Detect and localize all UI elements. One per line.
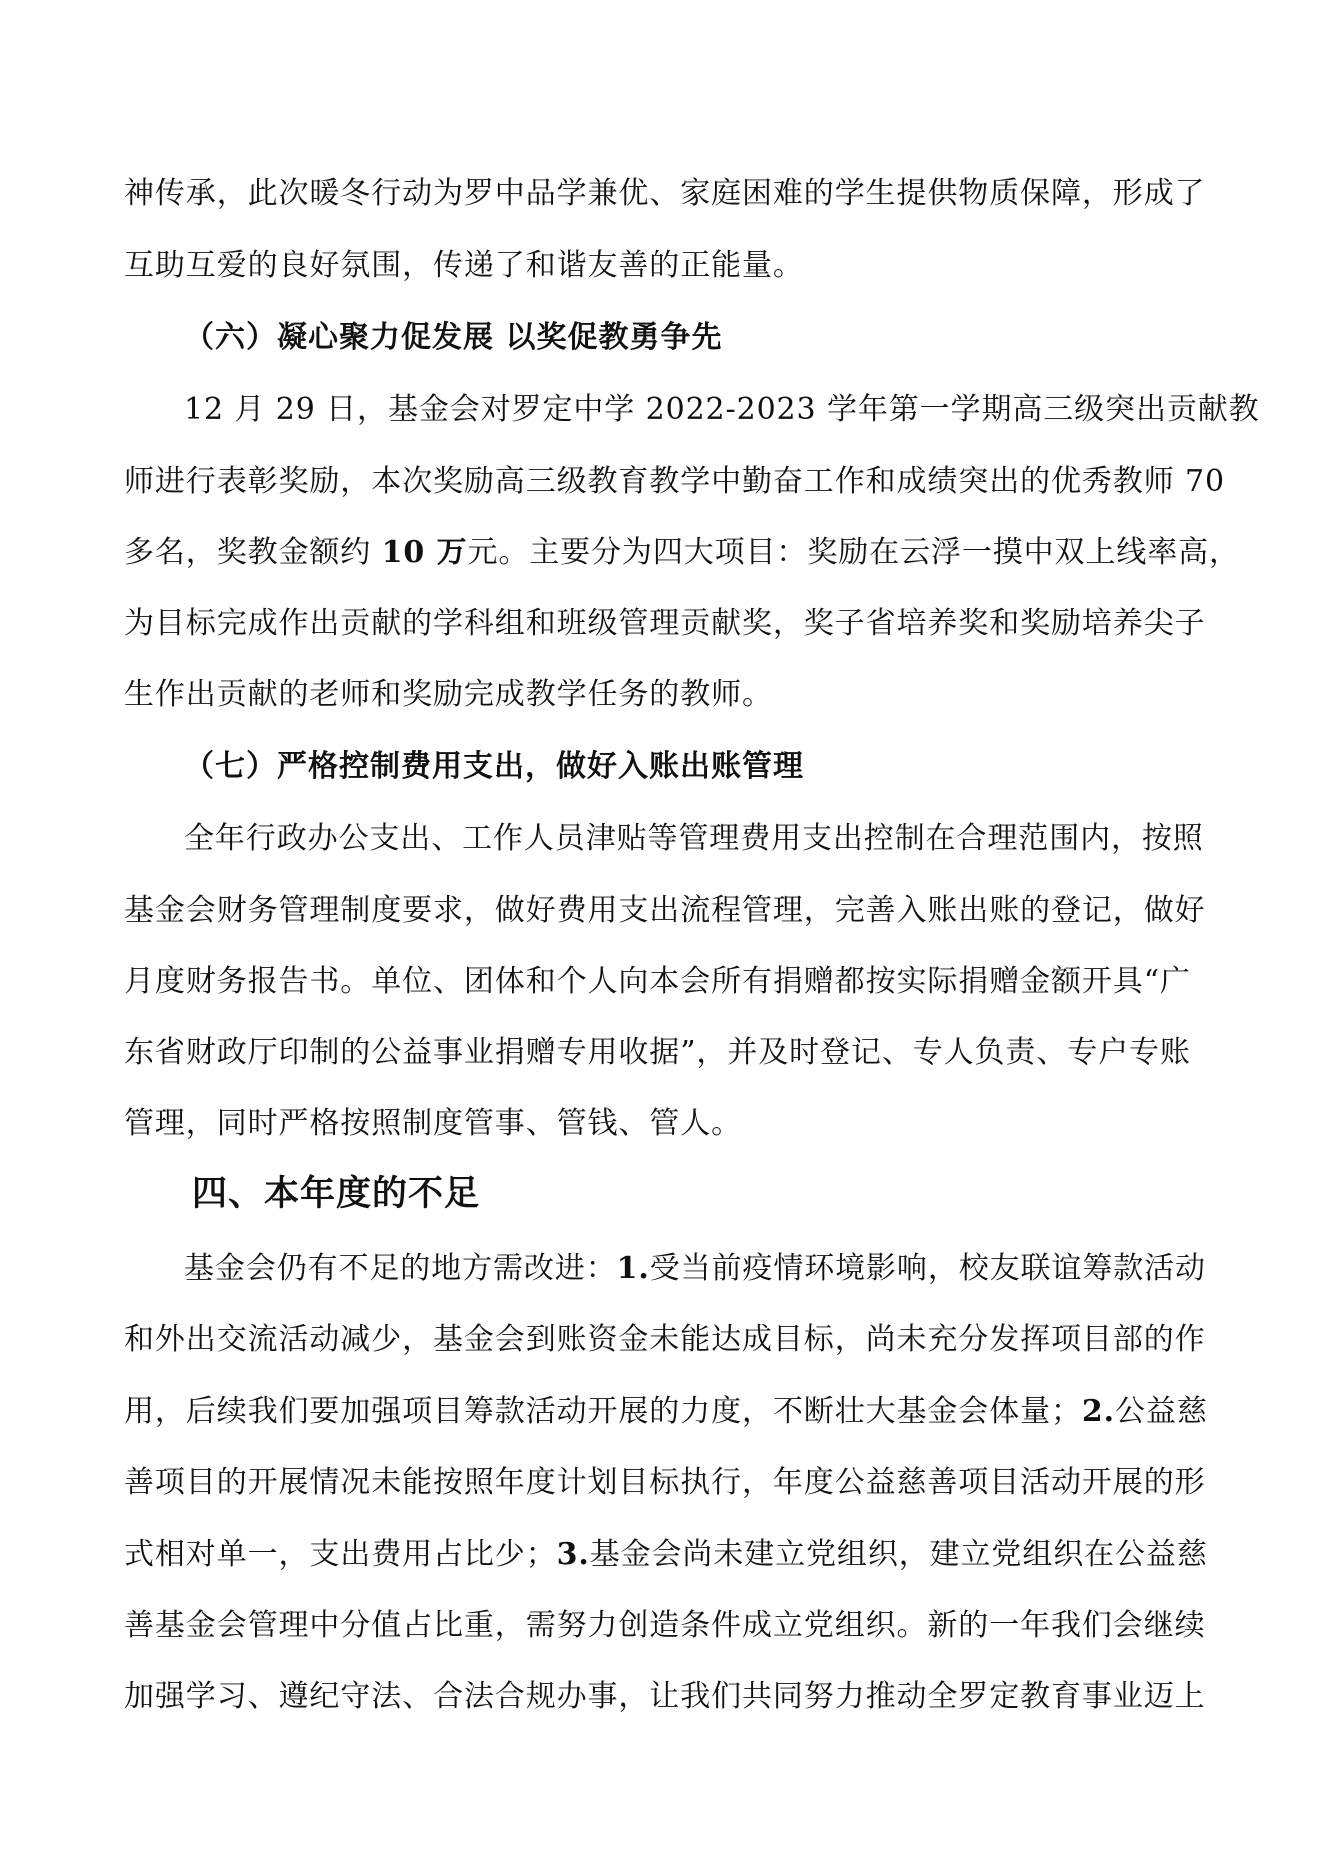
paragraph-line: 东省财政厅印制的公益事业捐赠专用收据”，并及时登记、专人负责、专户专账 [124,1035,1191,1070]
paragraph-line: 互助互爱的良好氛围，传递了和谐友善的正能量。 [124,248,804,283]
section-four-title: 四、本年度的不足 [192,1174,481,1214]
text-span: 元。主要分为四大项目：奖励在云浮一摸中双上线率高， [467,535,1240,570]
paragraph-line [124,1392,1214,1432]
text-span: 式相对单一，支出费用占比少； [124,1537,557,1572]
text-span: 基金会尚未建立党组织，建立党组织在公益慈 [589,1537,1208,1572]
paragraph-line: 加强学习、遵纪守法、合法合规办事，让我们共同努力推动全罗定教育事业迈上 [124,1679,1206,1714]
paragraph-line: 善基金会管理中分值占比重，需努力创造条件成立党组织。新的一年我们会继续 [124,1608,1206,1643]
text-span: 基金会仍有不足的地方需改进： [184,1251,617,1286]
paragraph-line: 生作出贡献的老师和奖励完成教学任务的教师。 [124,677,773,712]
paragraph-line: 全年行政办公支出、工作人员津贴等管理费用支出控制在合理范围内，按照 [184,821,1204,856]
bold-number: 3. [556,1537,590,1572]
paragraph-line: 月度财务报告书。单位、团体和个人向本会所有捐赠都按实际捐赠金额开具“广 [124,964,1191,999]
paragraph-line [184,1249,1214,1289]
paragraph-line: 善项目的开展情况未能按照年度计划目标执行，年度公益慈善项目活动开展的形 [124,1465,1206,1500]
paragraph-line: 管理，同时严格按照制度管事、管钱、管人。 [124,1106,742,1141]
text-span: 用，后续我们要加强项目筹款活动开展的力度，不断壮大基金会体量； [124,1394,1082,1429]
subheading-seven: （七）严格控制费用支出，做好入账出账管理 [184,749,804,784]
bold-number: 2. [1081,1394,1116,1429]
paragraph-line [124,533,1240,573]
bold-amount: 10 万 [381,535,468,570]
paragraph-line: 12 月 29 日，基金会对罗定中学 2022-2023 学年第一学期高三级突出贡献教 [184,392,1260,427]
paragraph-line: 基金会财务管理制度要求，做好费用支出流程管理，完善入账出账的登记，做好 [124,893,1206,928]
subheading-six: （六）凝心聚力促发展 以奖促教勇争先 [184,320,723,355]
paragraph-line [124,1535,1214,1575]
bold-number: 1. [616,1251,650,1286]
paragraph-line: 为目标完成作出贡献的学科组和班级管理贡献奖，奖子省培养奖和奖励培养尖子 [124,606,1206,641]
paragraph-line: 师进行表彰奖励，本次奖励高三级教育教学中勤奋工作和成绩突出的优秀教师 70 [124,464,1226,499]
paragraph-line: 神传承，此次暖冬行动为罗中品学兼优、家庭困难的学生提供物质保障，形成了 [124,176,1206,211]
text-span: 受当前疫情环境影响，校友联谊筹款活动 [649,1251,1206,1286]
text-span: 多名，奖教金额约 [124,535,382,570]
paragraph-line: 和外出交流活动减少，基金会到账资金未能达成目标，尚未充分发挥项目部的作 [124,1322,1206,1357]
text-span: 公益慈 [1115,1394,1208,1429]
